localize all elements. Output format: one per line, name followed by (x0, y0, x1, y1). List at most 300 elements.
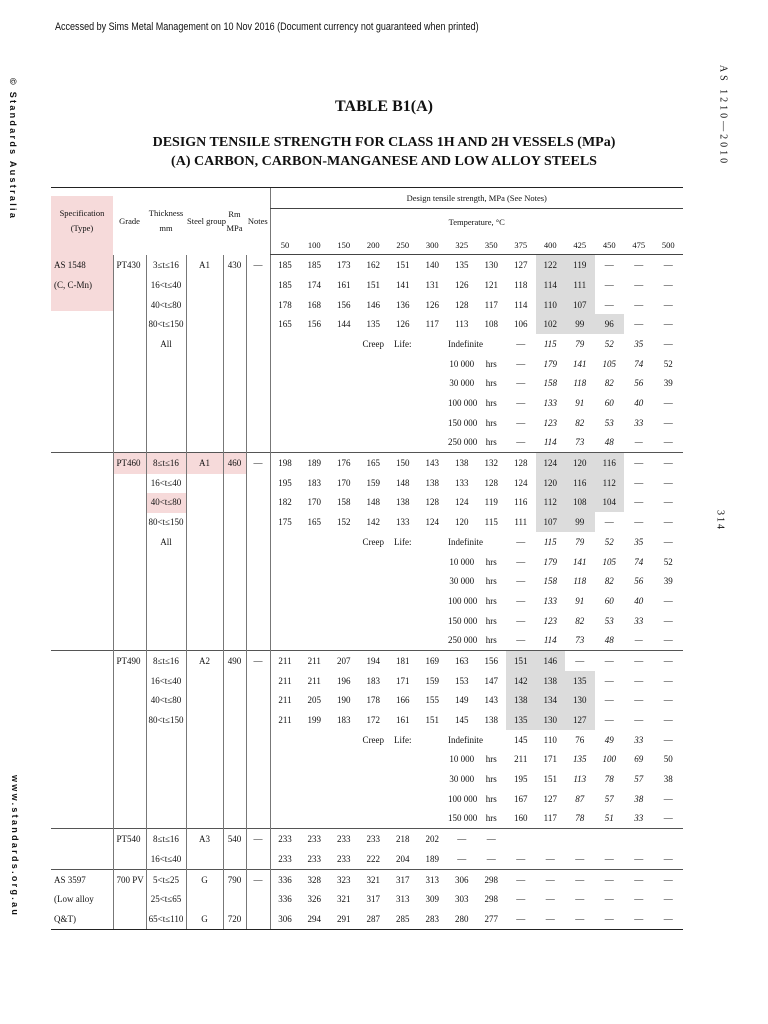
strength-value-cell: 130 (536, 710, 566, 730)
temp-header-cell: 450 (595, 235, 625, 255)
creep-value-cell: 56 (634, 576, 644, 587)
thickness-cell: 16<t≤40 (146, 473, 186, 493)
creep-label: Creep (362, 338, 384, 349)
strength-value-cell: — (565, 909, 595, 929)
blank-cell (270, 532, 300, 552)
strength-value-cell (565, 829, 595, 849)
blank-cell (329, 571, 359, 591)
creep-value-cell: 110 (543, 734, 557, 745)
strength-value-cell: 280 (447, 909, 477, 929)
rm-cell (223, 769, 246, 789)
grade-cell (113, 493, 146, 513)
thickness-cell (146, 393, 186, 413)
spec-cell (51, 354, 113, 374)
strength-value-cell: 128 (425, 497, 439, 508)
blank-cell (270, 789, 300, 809)
strength-value-cell: 199 (307, 715, 321, 726)
creep-value-cell: 151 (543, 774, 557, 785)
blank-cell (418, 532, 448, 552)
temp-header-cell: 150 (329, 235, 359, 255)
strength-value-cell: — (506, 909, 536, 929)
notes-cell (246, 909, 270, 929)
thickness-cell: 80<t≤150 (146, 710, 186, 730)
spec-cell (51, 829, 113, 849)
strength-value-cell: 195 (270, 473, 300, 493)
thickness-cell: 16<t≤40 (146, 671, 186, 691)
blank-cell (418, 374, 448, 394)
spec-cell (51, 591, 113, 611)
rm-cell (223, 571, 246, 591)
strength-value-cell: 317 (366, 894, 380, 905)
header-steel-group: Steel group (186, 188, 223, 255)
strength-value-cell: 218 (388, 829, 418, 849)
creep-value-cell: 100 (602, 754, 616, 765)
rm-cell (223, 512, 246, 532)
strength-value-cell: 112 (536, 493, 566, 513)
creep-value-cell: — (516, 615, 526, 626)
strength-value-cell: 141 (396, 279, 410, 290)
life-hours-value: 30 000 (449, 576, 475, 587)
rm-cell (223, 789, 246, 809)
steel-group-cell (186, 334, 223, 354)
blank-cell (359, 630, 389, 650)
blank-cell (270, 374, 300, 394)
creep-value-cell: 57 (604, 793, 614, 804)
strength-value-cell: 128 (506, 453, 536, 473)
strength-value-cell: 116 (514, 497, 528, 508)
rm-cell (223, 334, 246, 354)
table-row (51, 710, 683, 730)
life-unit: hrs (485, 417, 497, 428)
life-hours-value: 100 000 (448, 398, 478, 409)
blank-cell (329, 630, 359, 650)
spec-cell (51, 571, 113, 591)
blank-cell (300, 532, 330, 552)
strength-value-cell: 202 (418, 829, 448, 849)
grade-cell (113, 354, 146, 374)
strength-value-cell: 321 (359, 869, 389, 889)
blank-cell (359, 552, 389, 572)
creep-value-cell: 60 (604, 595, 614, 606)
thickness-cell: 65<t≤110 (146, 909, 186, 929)
thickness-cell: 80<t≤150 (146, 512, 186, 532)
thickness-cell: 25<t≤65 (146, 889, 186, 909)
thickness-cell: 3≤t≤16 (146, 255, 186, 275)
table-row (51, 651, 683, 671)
strength-value-cell: 126 (455, 279, 469, 290)
table-row (51, 473, 683, 493)
strength-value-cell: 185 (270, 275, 300, 295)
temp-header-cell: 200 (359, 235, 389, 255)
life-unit: hrs (485, 437, 497, 448)
strength-value-cell: 124 (455, 497, 469, 508)
steel-group-cell (186, 512, 223, 532)
creep-value-cell: — (516, 358, 526, 369)
creep-value-cell: 60 (604, 398, 614, 409)
strength-value-cell: 117 (484, 299, 498, 310)
blank-cell (418, 809, 448, 829)
strength-value-cell: — (634, 279, 644, 290)
spec-cell (51, 493, 113, 513)
blank-cell (359, 413, 389, 433)
strength-value-cell: 104 (595, 493, 625, 513)
thickness-cell (146, 730, 186, 750)
creep-value-cell: 82 (575, 417, 585, 428)
temp-header-cell: 100 (300, 235, 330, 255)
strength-value-cell: 153 (455, 675, 469, 686)
thickness-cell (146, 374, 186, 394)
creep-value-cell: 57 (634, 774, 644, 785)
strength-value-cell: 283 (418, 909, 448, 929)
strength-value-cell: 127 (514, 260, 528, 271)
blank-cell (270, 413, 300, 433)
grade-cell (113, 334, 146, 354)
strength-value-cell: — (624, 453, 654, 473)
notes-cell (246, 295, 270, 315)
table-row (51, 255, 683, 275)
strength-value-cell: — (447, 829, 477, 849)
creep-value-cell: 105 (602, 358, 616, 369)
rm-cell: 790 (223, 869, 246, 889)
strength-value-cell: 233 (337, 853, 351, 864)
table-row (51, 671, 683, 691)
thickness-cell (146, 354, 186, 374)
creep-value-cell: 133 (543, 595, 557, 606)
subtitle-line-2: (A) CARBON, CARBON-MANGANESE AND LOW ALLOY STEELS (171, 154, 597, 169)
creep-value-cell: 145 (514, 734, 528, 745)
strength-value-cell: — (565, 869, 595, 889)
strength-value-cell: — (604, 894, 614, 905)
blank-cell (300, 750, 330, 770)
strength-value-cell: — (663, 279, 673, 290)
strength-value-cell: 321 (337, 894, 351, 905)
creep-value-cell: 91 (575, 595, 585, 606)
thickness-cell (146, 413, 186, 433)
life-label: Life: (394, 536, 412, 547)
temp-header-cell: 400 (536, 235, 566, 255)
steel-group-cell (186, 691, 223, 711)
spec-cell (51, 611, 113, 631)
strength-value-cell: 171 (396, 675, 410, 686)
rm-cell (223, 433, 246, 453)
strength-value-cell: 233 (329, 829, 359, 849)
rm-cell (223, 591, 246, 611)
life-unit: hrs (485, 595, 497, 606)
grade-cell: PT540 (113, 829, 146, 849)
creep-row (51, 750, 683, 770)
strength-value-cell: 106 (514, 319, 528, 330)
blank-cell (270, 591, 300, 611)
blank-cell (359, 571, 389, 591)
strength-value-cell: — (595, 869, 625, 889)
grade-cell: 700 PV (113, 869, 146, 889)
creep-row (51, 769, 683, 789)
grade-cell (113, 532, 146, 552)
strength-value-cell: 173 (337, 260, 351, 271)
blank-cell (388, 571, 418, 591)
life-value: Indefinite (448, 536, 483, 547)
blank-cell (270, 630, 300, 650)
strength-value-cell: 126 (425, 299, 439, 310)
creep-row (51, 611, 683, 631)
spec-cell (51, 789, 113, 809)
life-unit: hrs (485, 398, 497, 409)
rm-cell (223, 611, 246, 631)
strength-value-cell: 133 (396, 517, 410, 528)
spec-cell: AS 1548 (54, 259, 86, 270)
blank-cell (359, 354, 389, 374)
creep-value-cell: 82 (575, 615, 585, 626)
creep-value-cell: — (516, 635, 526, 646)
table-row (51, 512, 683, 532)
strength-value-cell: 135 (455, 260, 469, 271)
creep-value-cell: 79 (575, 536, 585, 547)
strength-value-cell: — (663, 517, 673, 528)
grade-cell (113, 413, 146, 433)
rm-cell (223, 314, 246, 334)
steel-group-cell (186, 393, 223, 413)
strength-value-cell: 166 (396, 695, 410, 706)
steel-group-cell (186, 295, 223, 315)
creep-value-cell: — (634, 437, 643, 448)
strength-value-cell: 183 (307, 477, 321, 488)
steel-group-cell (186, 809, 223, 829)
steel-group-cell (186, 730, 223, 750)
thickness-cell: 80<t≤150 (146, 314, 186, 334)
creep-row (51, 532, 683, 552)
steel-group-cell (186, 630, 223, 650)
life-unit: hrs (485, 556, 497, 567)
strength-value-cell: 285 (388, 909, 418, 929)
blank-cell (418, 571, 448, 591)
creep-value-cell: 49 (604, 734, 614, 745)
creep-value-cell: 113 (573, 774, 587, 785)
strength-value-cell: 156 (307, 319, 321, 330)
rm-cell (223, 532, 246, 552)
blank-cell (388, 354, 418, 374)
spec-cell (51, 671, 113, 691)
strength-value-cell: 99 (565, 512, 595, 532)
spec-cell (51, 769, 113, 789)
strength-value-cell: 138 (484, 715, 498, 726)
thickness-cell: 8≤t≤16 (146, 829, 186, 849)
blank-cell (300, 630, 330, 650)
strength-value-cell: — (536, 869, 566, 889)
strength-value-cell: 136 (396, 299, 410, 310)
life-hours-value: 250 000 (448, 635, 478, 646)
creep-value-cell: — (516, 576, 526, 587)
notes-cell: — (246, 829, 270, 849)
notes-cell (246, 393, 270, 413)
temp-header-cell: 50 (270, 235, 300, 255)
blank-cell (418, 334, 448, 354)
life-label: Life: (394, 734, 412, 745)
grade-cell (113, 710, 146, 730)
thickness-cell (146, 630, 186, 650)
steel-group-cell: A3 (186, 829, 223, 849)
strength-value-cell: 142 (506, 671, 536, 691)
strength-value-cell: 128 (455, 299, 469, 310)
life-unit: hrs (485, 615, 497, 626)
grade-cell (113, 889, 146, 909)
strength-value-cell: 211 (270, 710, 300, 730)
strength-value-cell: 291 (329, 909, 359, 929)
strength-value-cell: 126 (396, 319, 410, 330)
thickness-cell: 8≤t≤16 (146, 651, 186, 671)
creep-value-cell: 179 (543, 358, 557, 369)
creep-value-cell: 33 (634, 615, 644, 626)
rm-cell (223, 493, 246, 513)
strength-value-cell: — (663, 319, 673, 330)
notes-cell (246, 493, 270, 513)
strength-value-cell: 185 (270, 255, 300, 275)
blank-cell (359, 789, 389, 809)
blank-cell (388, 630, 418, 650)
grade-cell (113, 591, 146, 611)
notes-cell (246, 710, 270, 730)
strength-value-cell: 145 (455, 715, 469, 726)
strength-value-cell: 336 (270, 869, 300, 889)
blank-cell (359, 750, 389, 770)
strength-value-cell: — (457, 853, 467, 864)
steel-group-cell: G (186, 869, 223, 889)
table-row (51, 275, 683, 295)
notes-cell: — (246, 869, 270, 889)
strength-value-cell: 111 (514, 517, 528, 528)
thickness-cell: 16<t≤40 (146, 275, 186, 295)
table-title: TABLE B1(A) (335, 98, 433, 115)
creep-value-cell: — (516, 556, 526, 567)
thickness-cell (146, 433, 186, 453)
strength-value-cell: 170 (307, 497, 321, 508)
blank-cell (418, 769, 448, 789)
rm-cell: 460 (223, 453, 246, 473)
strength-value-cell: 182 (270, 493, 300, 513)
strength-value-cell: 161 (337, 279, 351, 290)
strength-value-cell: 178 (270, 295, 300, 315)
header-spec: Specification (Type) (51, 188, 113, 255)
spec-cell (51, 314, 113, 334)
strength-value-cell: — (634, 695, 644, 706)
notes-cell (246, 433, 270, 453)
blank-cell (329, 354, 359, 374)
creep-row (51, 552, 683, 572)
strength-value-cell: 336 (270, 889, 300, 909)
creep-value-cell: 33 (634, 417, 644, 428)
strength-value-cell: 138 (447, 453, 477, 473)
creep-value-cell: 78 (604, 774, 614, 785)
temp-header-cell: 300 (418, 235, 448, 255)
blank-cell (359, 611, 389, 631)
notes-cell (246, 413, 270, 433)
life-unit: hrs (485, 793, 497, 804)
blank-cell (300, 769, 330, 789)
strength-value-cell: 165 (270, 314, 300, 334)
creep-row (51, 730, 683, 750)
strength-value-cell: — (624, 869, 654, 889)
strength-value-cell: 138 (536, 671, 566, 691)
strength-value-cell: 303 (455, 894, 469, 905)
thickness-cell (146, 750, 186, 770)
spec-cell (51, 809, 113, 829)
blank-cell (388, 413, 418, 433)
blank-cell (418, 750, 448, 770)
strength-value-cell: 155 (425, 695, 439, 706)
creep-value-cell: — (634, 635, 643, 646)
blank-cell (359, 769, 389, 789)
strength-value-cell: 298 (477, 869, 507, 889)
blank-cell (329, 393, 359, 413)
notes-cell (246, 630, 270, 650)
strength-value-cell (536, 829, 566, 849)
blank-cell (388, 374, 418, 394)
creep-value-cell: — (663, 793, 673, 804)
strength-value-cell: — (634, 715, 644, 726)
steel-group-cell: A1 (186, 453, 223, 473)
strength-value-cell (595, 829, 625, 849)
strength-value-cell: 196 (337, 675, 351, 686)
side-copyright: © Standards Australia (8, 78, 18, 221)
creep-value-cell: 114 (543, 437, 557, 448)
blank-cell (388, 789, 418, 809)
strength-value-cell: 132 (477, 453, 507, 473)
table-subtitle (0, 133, 768, 171)
spec-cell (51, 710, 113, 730)
blank-cell (270, 769, 300, 789)
grade-cell (113, 789, 146, 809)
steel-group-cell (186, 314, 223, 334)
creep-value-cell: — (663, 338, 673, 349)
strength-value-cell: 138 (506, 691, 536, 711)
steel-group-cell (186, 433, 223, 453)
life-hours-value: 10 000 (449, 754, 475, 765)
strength-value-cell: 156 (477, 651, 507, 671)
strength-value-cell: 122 (536, 255, 566, 275)
side-website: www.standards.org.au (10, 775, 20, 918)
creep-value-cell: 51 (604, 813, 614, 824)
blank-cell (329, 532, 359, 552)
thickness-cell (146, 809, 186, 829)
blank-cell (418, 552, 448, 572)
tensile-strength-table (51, 187, 683, 930)
blank-cell (270, 354, 300, 374)
creep-value-cell: 48 (604, 635, 614, 646)
creep-value-cell: — (516, 338, 526, 349)
blank-cell (418, 354, 448, 374)
creep-value-cell: 48 (604, 437, 614, 448)
creep-value-cell: 158 (543, 378, 557, 389)
blank-cell (418, 433, 448, 453)
blank-cell (388, 611, 418, 631)
creep-row (51, 789, 683, 809)
strength-value-cell: — (634, 497, 644, 508)
strength-value-cell: 233 (300, 829, 330, 849)
strength-value-cell: 162 (366, 260, 380, 271)
creep-value-cell: — (516, 595, 526, 606)
strength-value-cell: — (545, 853, 555, 864)
rm-cell (223, 295, 246, 315)
strength-value-cell: 175 (270, 512, 300, 532)
grade-cell: PT460 (113, 453, 146, 473)
life-hours-value: 30 000 (449, 774, 475, 785)
blank-cell (418, 393, 448, 413)
access-note: Accessed by Sims Metal Management on 10 Nov 2016 (Document currency not guaranteed when printed) (55, 21, 479, 33)
table-row (51, 314, 683, 334)
strength-value-cell: — (516, 853, 526, 864)
creep-value-cell: 117 (543, 813, 557, 824)
spec-cell (51, 630, 113, 650)
thickness-cell: 8≤t≤16 (146, 453, 186, 473)
